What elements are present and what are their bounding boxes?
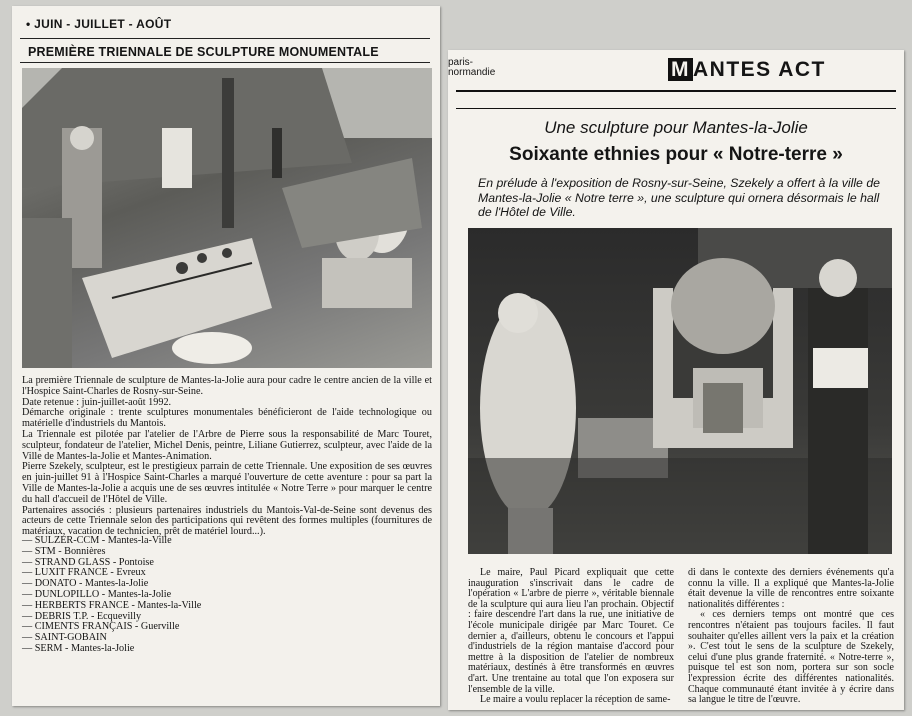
right-clipping (448, 50, 904, 710)
divider (20, 62, 430, 63)
list-item: — DUNLOPILLO - Mantes-la-Jolie (22, 588, 172, 600)
sculpture-photo (468, 228, 892, 554)
brand-initial: M (668, 58, 693, 81)
sponsor-list (22, 536, 432, 655)
headline: PREMIÈRE TRIENNALE DE SCULPTURE MONUMENTALE (28, 45, 379, 59)
paragraph: La première Triennale de sculpture de Mantes-la-Jolie aura pour cadre le centre ancien de la ville et l'Hospice Saint-Charles de Rosny-sur-Seine. (22, 375, 432, 397)
workshop-photo-art (22, 68, 432, 368)
paragraph: Pierre Szekely, sculpteur, est le prestigieux parrain de cette Triennale. Une exposition de ses œuvres en juin-juillet 91 à l'Hospice Saint-Charles a marqué l'ouverture de cette aventure : pour sa part la Ville de Mantes-la-Jolie a acquis une de ses œuvres intitulée « Notre Terre » pour marquer le centre du hall d'accueil de l'Hôtel de Ville. (22, 461, 432, 505)
divider (20, 38, 430, 39)
sculpture-photo-art (468, 228, 892, 554)
list-item: — STM - Bonnières (22, 545, 106, 557)
newspaper-logo (448, 58, 495, 78)
left-clipping (12, 6, 440, 706)
list-item: — HERBERTS FRANCE - Mantes-la-Ville (22, 599, 202, 611)
paragraph: di dans le contexte des derniers événements qu'a connu la ville. Il a expliqué que Mantes-la-Jolie était devenue la ville de rencontres entre soixante nationalités différentes : (688, 567, 894, 610)
column-left (468, 568, 674, 706)
list-item: — CIMENTS FRANÇAIS - Guerville (22, 621, 180, 633)
article-body (22, 376, 432, 538)
logo-bottom: normandie (448, 67, 496, 78)
list-item: — SAINT-GOBAIN (22, 632, 107, 644)
section-brand (668, 58, 826, 82)
paragraph: Date retenue : juin-juillet-août 1992. (22, 396, 172, 408)
lede: En prélude à l'exposition de Rosny-sur-Seine, Szekely a offert à la ville de Mantes-la-Jolie « Notre terre », une sculpture qui ornera désormais le hall de l'Hôtel de Ville. (478, 176, 880, 219)
list-item: — DONATO - Mantes-la-Jolie (22, 578, 149, 590)
list-item: — STRAND GLASS - Pontoise (22, 556, 154, 568)
paragraph: La Triennale est pilotée par l'atelier de l'Arbre de Pierre sous la responsabilité de Marc Touret, sculpteur, fondateur de l'atelier, Michel Denis, peintre, Liliane Gutierrez, sculpteur, avec l'aide de la Ville de Mantes-la-Jolie et Mantes-Animation. (22, 428, 432, 462)
list-item: — DEBRIS T.P. - Ecquevilly (22, 610, 142, 622)
paragraph: Le maire a voulu replacer la réception de same- (480, 694, 671, 706)
divider (456, 90, 896, 92)
paragraph: Démarche originale : trente sculptures monumentales bénéficieront de l'aide technologique ou matérielle d'industriels du Mantois. (22, 407, 432, 430)
logo-top: paris- (448, 57, 474, 68)
paragraph: « ces derniers temps ont montré que ces rencontres n'étaient pas toujours faciles. Il faut souhaiter qu'elles aillent vers la paix et la création ». C'est tout le sens de la sculpture de Szekely, celui d'une plus grande fraternité. « Notre-terre », puisque tel est son nom, portera sur son socle l'expression écrite des différentes nationalités. Chaque communauté étant invitée à y écrire dans sa langue le titre de l'œuvre. (688, 609, 894, 706)
divider (456, 108, 896, 109)
list-item: — SERM - Mantes-la-Jolie (22, 642, 135, 654)
paragraph: Partenaires associés : plusieurs partenaires industriels du Mantois-Val-de-Seine sont devenus des acteurs de cette Triennale selon des participations qui revêtent des formes multiples (fournitures de matériaux, vacation de technicien, prêt de matériel lourd...). (22, 504, 432, 538)
column-right (688, 568, 894, 706)
workshop-photo (22, 68, 432, 368)
kicker: Une sculpture pour Mantes-la-Jolie (544, 118, 808, 137)
list-item: — LUXIT FRANCE - Evreux (22, 567, 146, 579)
brand-rest: ANTES ACT (693, 58, 826, 81)
article-title: Soixante ethnies pour « Notre-terre » (509, 144, 843, 165)
list-item: — SULZER-CCM - Mantes-la-Ville (22, 535, 172, 546)
section-tag: • JUIN - JUILLET - AOÛT (26, 17, 172, 31)
paragraph: Le maire, Paul Picard expliquait que cette inauguration s'inscrivait dans le cadre de l'opération « L'arbre de pierre », véritable biennale de la sculpture qui aura lieu l'an prochain. Objectif : faire descendre l'art dans la rue, une initiative de l'école municipale dirigée par Marc Touret. Ce dernier a, d'ailleurs, obtenu le concours et l'appui d'industriels de la région mantaise d'accord pour mettre à la disposition de l'atelier de nombreux matériaux, destinés à être transformés en œuvres d'art. Une trentaine au total que l'on exposera sur l'ensemble de la ville. (468, 567, 674, 695)
